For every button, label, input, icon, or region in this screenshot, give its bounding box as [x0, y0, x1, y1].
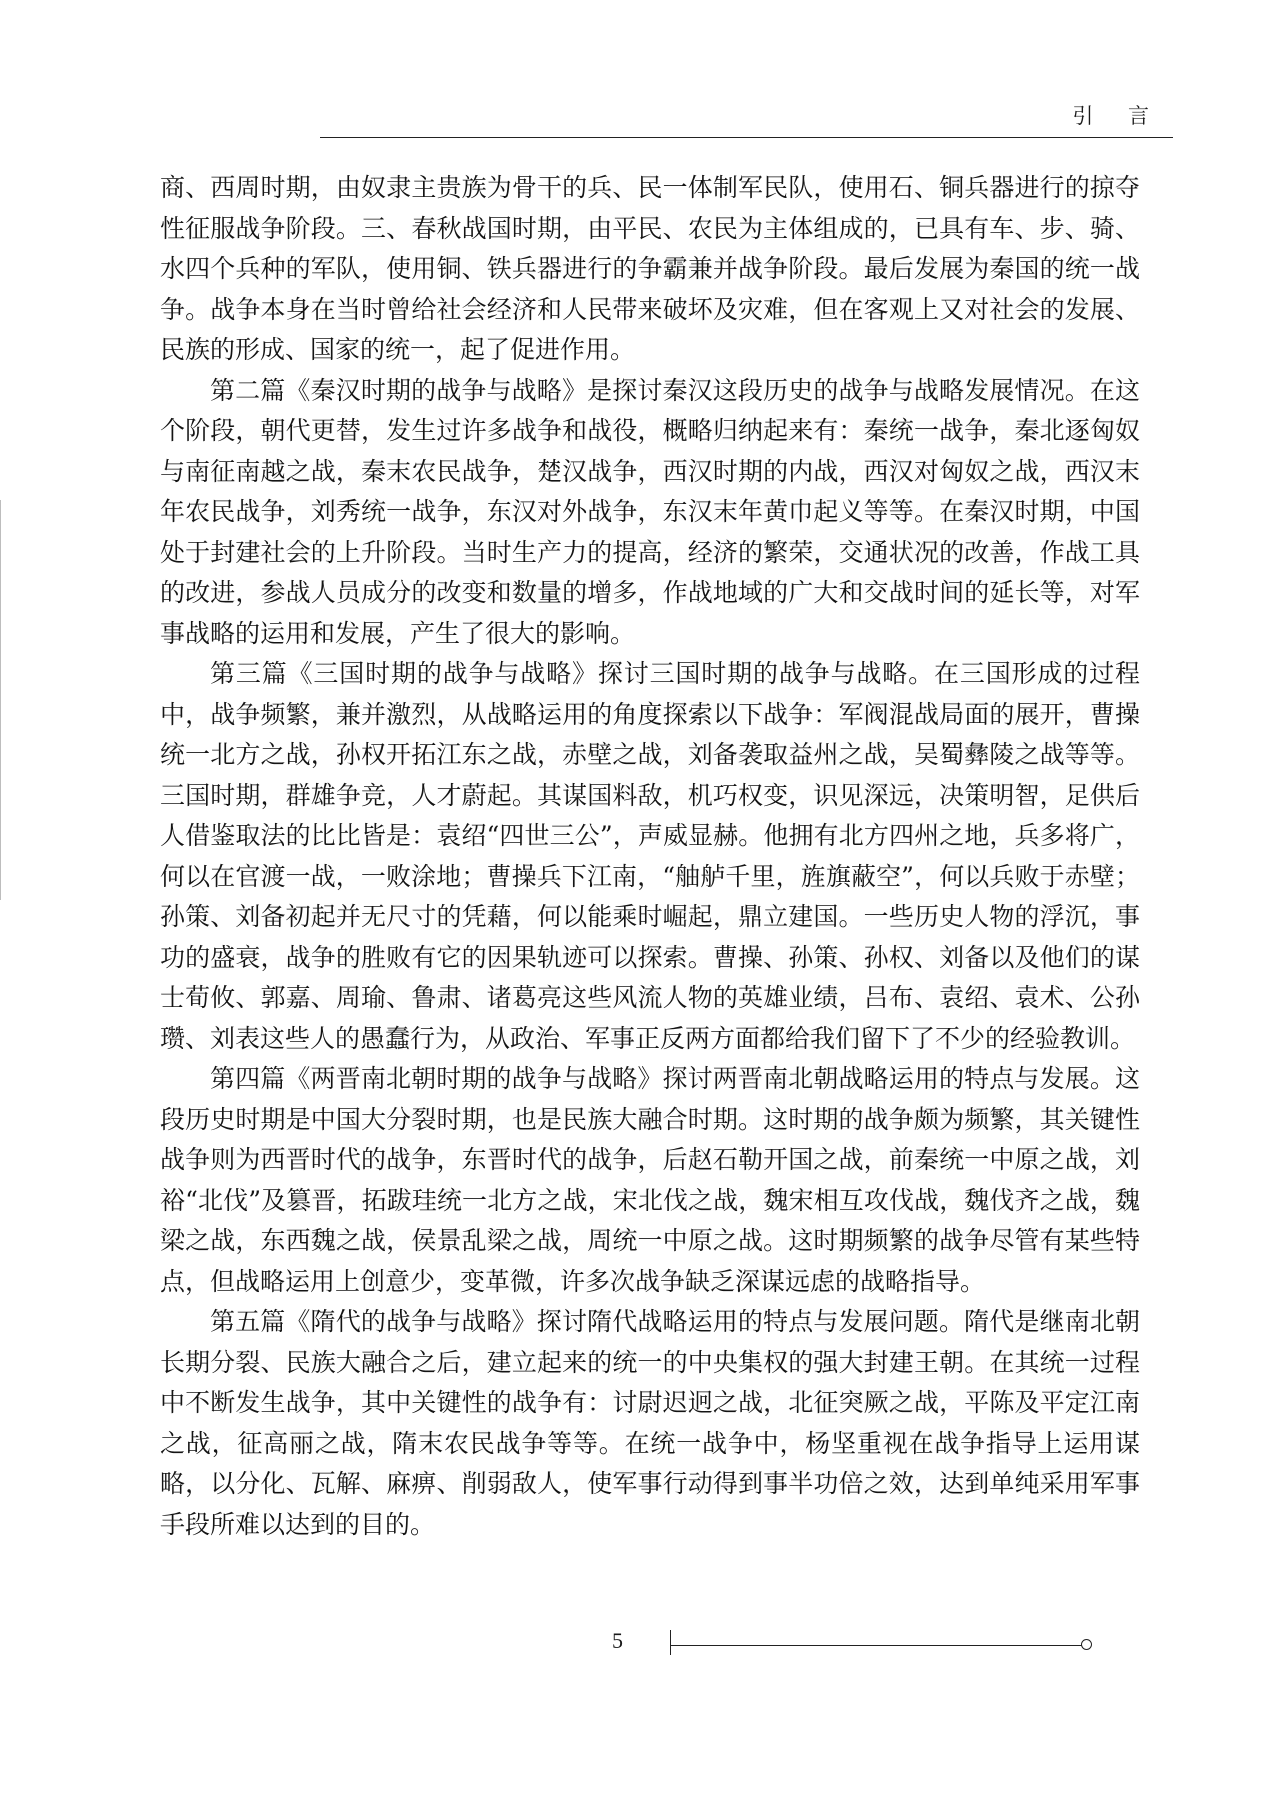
paragraph-1: 商、西周时期，由奴隶主贵族为骨干的兵、民一体制军民队，使用石、铜兵器进行的掠夺性征服战争阶段。三、春秋战国时期，由平民、农民为主体组成的，已具有车、步、骑、水四个兵种的军队，使用铜、铁兵器进行的争霸兼并战争阶段。最后发展为秦国的统一战争。战争本身在当时曾给社会经济和人民带来破坏及灾难，但在客观上又对社会的发展、民族的形成、国家的统一，起了促进作用。 [160, 173, 1140, 364]
header-rule [320, 137, 1173, 138]
footer-rule [670, 1645, 1082, 1646]
page-footer [612, 1628, 1132, 1658]
paragraph-4: 第四篇《两晋南北朝时期的战争与战略》探讨两晋南北朝战略运用的特点与发展。这段历史时期是中国大分裂时期，也是民族大融合时期。这时期的战争颇为频繁，其关键性战争则为西晋时代的战争，东晋时代的战争，后赵石勒开国之战，前秦统一中原之战，刘裕“北伐”及篡晋，拓跋珪统一北方之战，宋北伐之战，魏宋相互攻伐战，魏伐齐之战，魏梁之战，东西魏之战，侯景乱梁之战，周统一中原之战。这时期频繁的战争尽管有某些特点，但战略运用上创意少，变革微，许多次战争缺乏深谋远虑的战略指导。 [160, 1064, 1140, 1296]
running-header-title: 引 言 [1072, 104, 1163, 128]
paragraph-5: 第五篇《隋代的战争与战略》探讨隋代战略运用的特点与发展问题。隋代是继南北朝长期分裂、民族大融合之后，建立起来的统一的中央集权的强大封建王朝。在其统一过程中不断发生战争，其中关键性的战争有：讨尉迟迥之战，北征突厥之战，平陈及平定江南之战，征高丽之战，隋末农民战争等等。在统一战争中，杨坚重视在战争指导上运用谋略，以分化、瓦解、麻痹、削弱敌人，使军事行动得到事半功倍之效，达到单纯采用军事手段所难以达到的目的。 [160, 1307, 1140, 1539]
body-text [160, 168, 1140, 1545]
footer-tick-mark [670, 1630, 671, 1655]
scan-edge-mark [0, 500, 1, 900]
paragraph-2: 第二篇《秦汉时期的战争与战略》是探讨秦汉这段历史的战争与战略发展情况。在这个阶段，朝代更替，发生过许多战争和战役，概略归纳起来有：秦统一战争，秦北逐匈奴与南征南越之战，秦末农民战争，楚汉战争，西汉时期的内战，西汉对匈奴之战，西汉末年农民战争，刘秀统一战争，东汉对外战争，东汉末年黄巾起义等等。在秦汉时期，中国处于封建社会的上升阶段。当时生产力的提高，经济的繁荣，交通状况的改善，作战工具的改进，参战人员成分的改变和数量的增多，作战地域的广大和交战时间的延长等，对军事战略的运用和发展，产生了很大的影响。 [160, 375, 1140, 648]
page-number: 5 [612, 1628, 623, 1653]
paragraph-3: 第三篇《三国时期的战争与战略》探讨三国时期的战争与战略。在三国形成的过程中，战争频繁，兼并激烈，从战略运用的角度探索以下战争：军阀混战局面的展开，曹操统一北方之战，孙权开拓江东之战，赤壁之战，刘备袭取益州之战，吴蜀彝陵之战等等。三国时期，群雄争竞，人才蔚起。其谋国料敌，机巧权变，识见深远，决策明智，足供后人借鉴取法的比比皆是：袁绍“四世三公”，声威显赫。他拥有北方四州之地，兵多将广，何以在官渡一战，一败涂地；曹操兵下江南，“舳舻千里，旌旗蔽空”，何以兵败于赤壁；孙策、刘备初起并无尺寸的凭藉，何以能乘时崛起，鼎立建国。一些历史人物的浮沉，事功的盛衰，战争的胜败有它的因果轨迹可以探索。曹操、孙策、孙权、刘备以及他们的谋士荀攸、郭嘉、周瑜、鲁肃、诸葛亮这些风流人物的英雄业绩，吕布、袁绍、袁术、公孙瓒、刘表这些人的愚蠢行为，从政治、军事正反两方面都给我们留下了不少的经验教训。 [160, 659, 1140, 1053]
footer-circle-ornament [1081, 1639, 1092, 1650]
